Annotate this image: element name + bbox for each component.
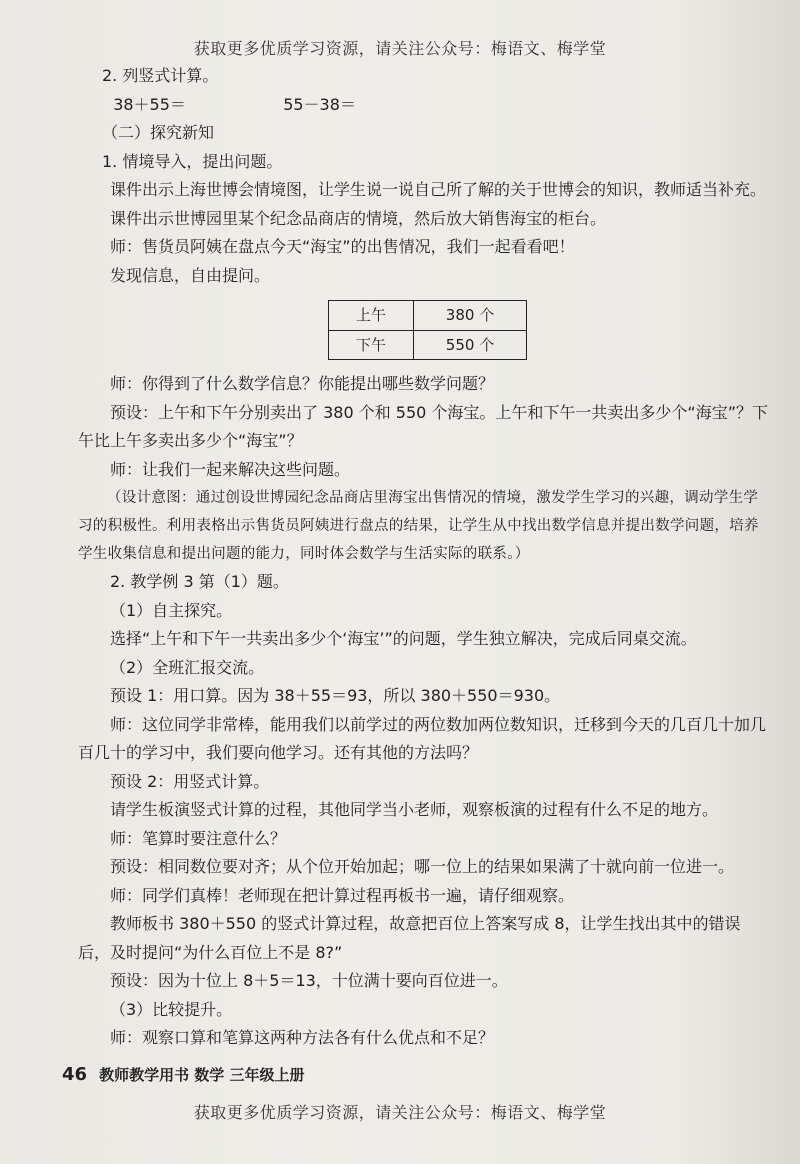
page-number: 46	[62, 1064, 88, 1085]
table-cell-value: 380 个	[414, 301, 527, 331]
paragraph: 预设：因为十位上 8＋5＝13，十位满十要向百位进一。	[110, 971, 508, 990]
paragraph: 预设 1：用口算。因为 38＋55＝93，所以 380＋550＝930。	[110, 686, 561, 705]
book-title: 教师教学用书 数学 三年级上册	[99, 1066, 305, 1084]
paragraph: 预设：相同数位要对齐；从个位开始加起；哪一位上的结果如果满了十就向前一位进一。	[110, 857, 735, 876]
paragraph: 师：让我们一起来解决这些问题。	[110, 459, 351, 479]
subheading-example: 2. 教学例 3 第（1）题。	[110, 572, 289, 591]
paragraph: 课件出示世博园里某个纪念品商店的情境，然后放大销售海宝的柜台。	[110, 208, 607, 228]
subheading-step: （3）比较提升。	[110, 999, 233, 1019]
page-content	[78, 62, 770, 1053]
section-heading: （二）探究新知	[102, 123, 215, 142]
paragraph: 发现信息，自由提问。	[110, 265, 271, 285]
table-row	[329, 301, 527, 331]
table-cell-label: 下午	[329, 330, 414, 360]
design-intent-note: （设计意图：通过创设世博园纪念品商店里海宝出售情况的情境，激发学生学习的兴趣，调动学生学习的积极性。利用表格出示售货员阿姨进行盘点的结果，让学生从中找出数学信息并提出数学问题，培养学生收集信息和提出问题的能力，同时体会数学与生活实际的联系。）	[78, 490, 759, 562]
paragraph: 预设 2：用竖式计算。	[110, 771, 270, 791]
paragraph: 教师板书 380＋550 的竖式计算过程，故意把百位上答案写成 8，让学生找出其中的错误后，及时提问“为什么百位上不是 8?”	[78, 914, 741, 962]
paragraph: 课件出示上海世博会情境图，让学生说一说自己所了解的关于世博会的知识，教师适当补充。	[110, 180, 767, 199]
paragraph: 选择“上午和下午一共卖出多少个‘海宝’”的问题，学生独立解决，完成后同桌交流。	[110, 629, 697, 648]
subheading-situation: 1. 情境导入，提出问题。	[102, 151, 283, 171]
subheading-step: （2）全班汇报交流。	[110, 657, 265, 677]
sales-table-wrapper	[78, 290, 770, 370]
table-cell-value: 550 个	[414, 330, 527, 360]
paragraph: 师：同学们真棒！老师现在把计算过程再板书一遍，请仔细观察。	[110, 885, 575, 905]
paragraph: 师：售货员阿姨在盘点今天“海宝”的出售情况，我们一起看看吧！	[110, 237, 575, 256]
watermark-top: 获取更多优质学习资源，请关注公众号：梅语文、梅学堂	[193, 39, 607, 58]
page-footer	[62, 1064, 305, 1085]
paragraph: 请学生板演竖式计算的过程，其他同学当小老师，观察板演的过程有什么不足的地方。	[110, 800, 719, 819]
calc-exercise-b: 55－38＝	[283, 94, 356, 114]
table-cell-label: 上午	[329, 301, 414, 331]
paragraph-vertical-calc: 2. 列竖式计算。	[102, 66, 219, 85]
paragraph: 师：笔算时要注意什么？	[110, 828, 287, 848]
calc-exercise-a: 38＋55＝	[113, 94, 186, 114]
calc-exercise-row	[78, 91, 770, 120]
watermark-bottom: 获取更多优质学习资源，请关注公众号：梅语文、梅学堂	[193, 1103, 607, 1122]
sales-table	[328, 300, 527, 360]
paragraph: 师：观察口算和笔算这两种方法各有什么优点和不足？	[110, 1028, 495, 1047]
subheading-step: （1）自主探究。	[110, 600, 233, 620]
paragraph: 预设：上午和下午分别卖出了 380 个和 550 个海宝。上午和下午一共卖出多少个“海宝”？下午比上午多卖出多少个“海宝”？	[78, 402, 769, 450]
paragraph: 师：这位同学非常棒，能用我们以前学过的两位数加两位数知识，迁移到今天的几百几十加几百几十的学习中，我们要向他学习。还有其他的方法吗？	[78, 714, 767, 762]
paragraph: 师：你得到了什么数学信息？你能提出哪些数学问题？	[110, 374, 495, 393]
table-row	[329, 330, 527, 360]
